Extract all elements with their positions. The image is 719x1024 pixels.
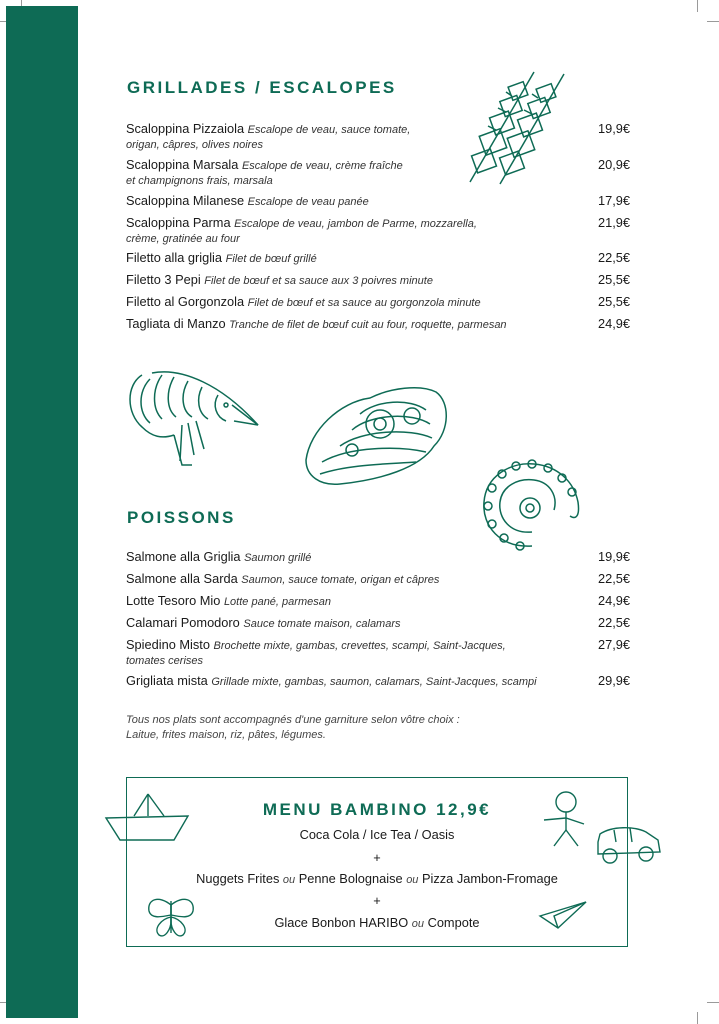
item-description: Grillade mixte, gambas, saumon, calamars, Saint-Jacques, scampi [211,676,537,688]
item-price: 19,9€ [597,121,630,136]
item-description: Filet de bœuf et sa sauce aux 3 poivres minute [204,275,433,287]
menu-item [126,193,630,215]
or-text: ou [411,918,425,930]
bambino-plus: + [373,893,381,908]
bambino-drinks: Coca Cola / Ice Tea / Oasis [299,827,455,842]
item-price: 22,5€ [597,571,630,586]
item-price: 25,5€ [597,272,630,287]
item-price: 19,9€ [597,549,630,564]
item-name: Scaloppina Pizzaiola [126,121,245,136]
item-price: 21,9€ [597,215,630,230]
item-price: 20,9€ [597,157,630,172]
section-title-grillades: GRILLADES / ESCALOPES [127,78,397,97]
item-name: Filetto alla griglia [126,250,223,265]
bambino-plus: + [373,850,381,865]
or-text: ou [282,874,296,886]
item-name: Salmone alla Griglia [126,549,241,564]
menu-item [126,215,630,250]
paper-boat-icon [104,790,190,844]
item-name: Filetto 3 Pepi [126,272,201,287]
item-description-cont: crème, gratinée au four [126,233,240,245]
menu-item [126,549,630,571]
item-description: Escalope de veau, jambon de Parme, mozzarella, [234,218,477,230]
menu-item [126,250,630,272]
item-name: Tagliata di Manzo [126,316,226,331]
item-description: Brochette mixte, gambas, crevettes, scampi, Saint-Jacques, [213,640,506,652]
item-name: Scaloppina Marsala [126,157,239,172]
item-description: Escalope de veau, crème fraîche [241,160,403,172]
section-title-poissons: POISSONS [127,508,236,527]
item-price: 29,9€ [597,673,630,688]
crop-mark [697,1012,698,1024]
item-description: Filet de bœuf et sa sauce au gorgonzola minute [247,297,481,309]
menu-item [126,294,630,316]
item-price: 27,9€ [597,637,630,652]
menu-item [126,593,630,615]
crop-mark [697,0,698,12]
item-price: 22,5€ [597,615,630,630]
item-description-cont: et champignons frais, marsala [126,175,273,187]
bambino-main-c: Pizza Jambon-Fromage [422,871,558,886]
stick-figure-icon [540,790,588,850]
garnish-note-line1: Tous nos plats sont accompagnés d'une garniture selon vôtre choix : [126,714,460,726]
garnish-note-line2: Laitue, frites maison, riz, pâtes, légumes. [126,729,326,741]
item-price: 25,5€ [597,294,630,309]
item-name: Salmone alla Sarda [126,571,238,586]
item-description: Escalope de veau, sauce tomate, [247,124,411,136]
item-price: 24,9€ [597,593,630,608]
or-text: ou [406,874,419,886]
item-price: 17,9€ [597,193,630,208]
bambino-main-b: Penne Bolognaise [298,871,403,886]
item-description: Saumon, sauce tomate, origan et câpres [241,574,440,586]
left-green-band [6,6,78,1018]
item-name: Calamari Pomodoro [126,615,240,630]
bambino-main-a: Nuggets Frites [196,871,280,886]
bambino-dessert-b: Compote [427,915,480,930]
butterfly-icon [145,895,197,939]
item-description: Lotte pané, parmesan [223,596,331,608]
garnish-note [126,713,586,743]
item-name: Scaloppina Milanese [126,193,245,208]
item-description: Escalope de veau panée [247,196,369,208]
bambino-dessert-a: Glace Bonbon HARIBO [274,915,409,930]
shrimp-icon [122,365,262,470]
menu-bambino-title: MENU BAMBINO 12,9€ [262,800,492,819]
paper-plane-icon [538,898,588,930]
item-name: Grigliata mista [126,673,208,688]
item-description: Tranche de filet de bœuf cuit au four, roquette, parmesan [229,319,507,331]
poissons-list [126,549,630,695]
item-description: Filet de bœuf grillé [225,253,317,265]
bambino-mains [127,871,627,886]
menu-item [126,316,630,338]
menu-item [126,615,630,637]
crop-mark [707,21,719,22]
crop-mark [707,1002,719,1003]
item-description: Saumon grillé [244,552,312,564]
item-name: Filetto al Gorgonzola [126,294,245,309]
item-price: 22,5€ [597,250,630,265]
menu-item [126,637,630,673]
toy-car-icon [594,822,664,868]
menu-item [126,272,630,294]
item-name: Spiedino Misto [126,637,210,652]
octopus-tentacle-icon [478,458,584,552]
item-description-cont: origan, câpres, olives noires [126,139,263,151]
item-name: Lotte Tesoro Mio [126,593,221,608]
item-name: Scaloppina Parma [126,215,231,230]
item-price: 24,9€ [597,316,630,331]
item-description-cont: tomates cerises [126,655,204,667]
salmon-steak-icon [300,380,454,498]
skewer-icon [462,64,574,188]
item-description: Sauce tomate maison, calamars [243,618,401,630]
menu-item [126,571,630,593]
menu-item [126,673,630,695]
